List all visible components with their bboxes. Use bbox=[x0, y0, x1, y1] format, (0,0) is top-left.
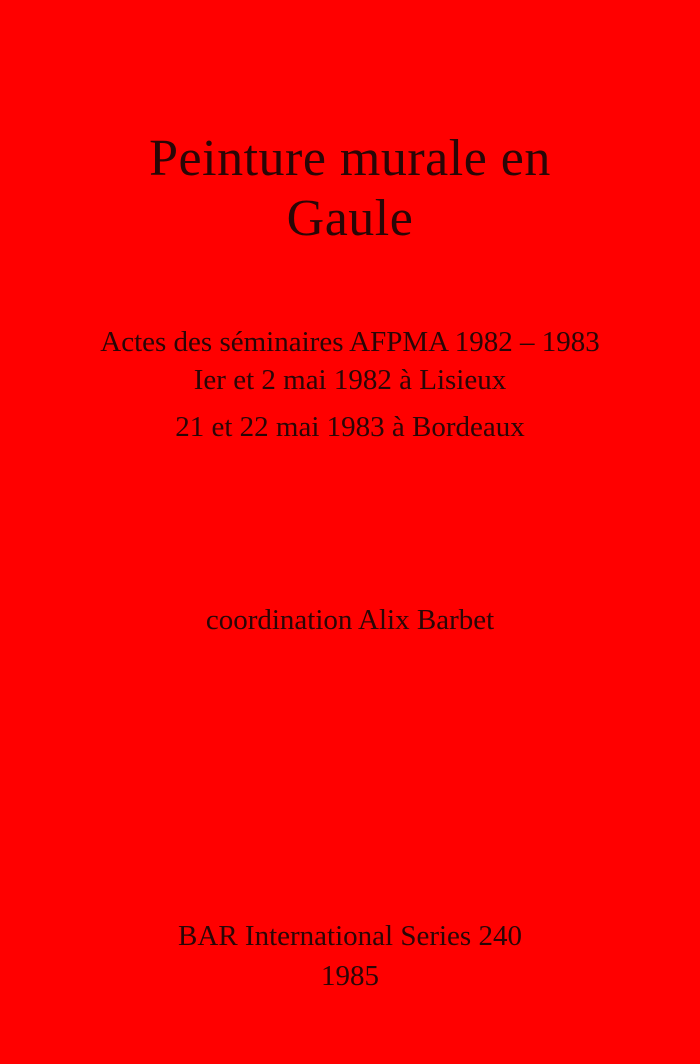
series-info: BAR International Series 240 bbox=[178, 920, 522, 952]
publication-year: 1985 bbox=[321, 960, 379, 992]
title-line-2: Gaule bbox=[286, 190, 414, 247]
title-line-1: Peinture murale en bbox=[149, 130, 551, 187]
subtitle-line-2: Ier et 2 mai 1982 à Lisieux bbox=[193, 364, 507, 396]
subtitle-line-3: 21 et 22 mai 1983 à Bordeaux bbox=[175, 411, 525, 443]
subtitle-line-1: Actes des séminaires AFPMA 1982 – 1983 bbox=[100, 326, 600, 358]
coordination-credit: coordination Alix Barbet bbox=[205, 604, 495, 636]
